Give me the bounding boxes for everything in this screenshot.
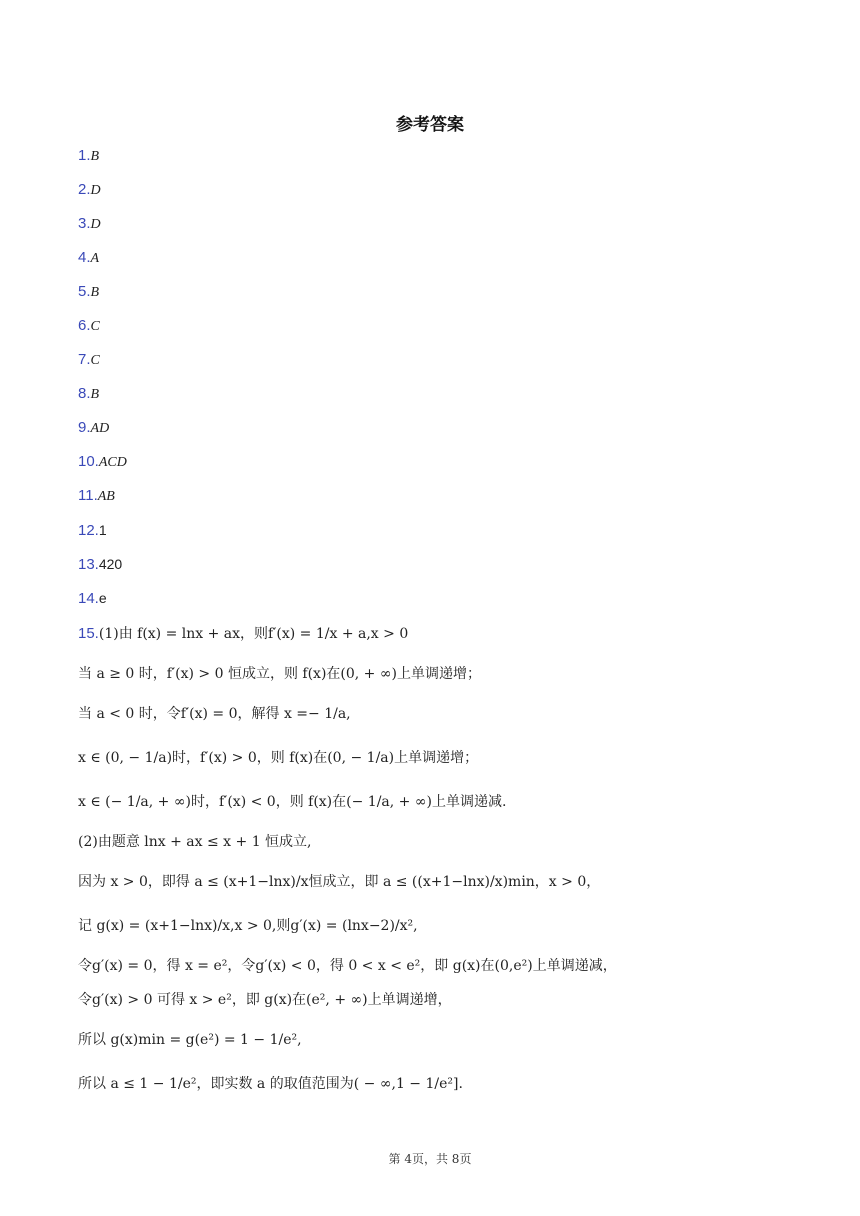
answer-item: [78, 350, 100, 371]
question-number: 4.: [78, 249, 91, 266]
solution-line: [78, 624, 408, 644]
question-number: 11.: [78, 487, 98, 504]
question-number: 7.: [78, 351, 91, 368]
answer-value: D: [90, 217, 101, 232]
solution-text: (1)由 f(x) = lnx + ax，则f′(x) = 1/x + a,x > 0: [98, 626, 409, 642]
question-number: 5.: [78, 283, 91, 300]
page-footer: 第 4页，共 8页: [388, 1152, 472, 1166]
question-number: 6.: [78, 317, 91, 334]
solution-line: 所以 a ≤ 1 − 1/e²，即实数 a 的取值范围为( − ∞,1 − 1/e²].: [78, 1076, 463, 1092]
solution-line: 因为 x > 0，即得 a ≤ (x+1−lnx)/x恒成立，即 a ≤ ((x+1−lnx)/x)min，x > 0，: [78, 874, 601, 890]
question-number: 15.: [78, 625, 99, 642]
answer-value: D: [90, 183, 101, 198]
answer-value: B: [90, 149, 100, 164]
question-number: 13.: [78, 556, 99, 573]
answer-value: e: [98, 590, 107, 606]
answer-item: [78, 146, 99, 167]
answer-value: B: [90, 285, 100, 300]
answer-item: [78, 384, 99, 405]
answer-item: [78, 554, 122, 575]
question-number: 2.: [78, 181, 91, 198]
question-number: 9.: [78, 419, 91, 436]
solution-line: 所以 g(x)min = g(e²) = 1 − 1/e²,: [78, 1032, 302, 1048]
answer-item: [78, 214, 101, 235]
answer-item: [78, 418, 109, 439]
answer-item: [78, 486, 115, 507]
answer-value: C: [90, 319, 100, 334]
question-number: 14.: [78, 590, 99, 607]
answer-item: [78, 316, 100, 337]
answer-value: A: [90, 251, 100, 266]
answer-value: 420: [98, 556, 123, 572]
answer-item: [78, 520, 107, 541]
question-number: 8.: [78, 385, 91, 402]
answer-value: C: [90, 353, 100, 368]
solution-line: x ∈ (0, − 1/a)时，f′(x) > 0，则 f(x)在(0, − 1/a)上单调递增；: [78, 750, 479, 766]
solution-line: 令g′(x) = 0，得 x = e²，令g′(x) < 0，得 0 < x < e²，即 g(x)在(0,e²)上单调递减，: [78, 958, 617, 974]
solution-line: 记 g(x) = (x+1−lnx)/x,x > 0,则g′(x) = (lnx−2)/x²,: [78, 918, 418, 934]
answer-item: [78, 180, 101, 201]
answer-value: ACD: [98, 455, 127, 470]
solution-line: (2)由题意 lnx + ax ≤ x + 1 恒成立,: [78, 834, 312, 850]
answer-value: 1: [98, 522, 107, 538]
solution-line: 当 a < 0 时，令f′(x) = 0，解得 x =− 1/a,: [78, 706, 351, 722]
answer-item: [78, 588, 107, 609]
page-title: 参考答案: [396, 115, 464, 135]
question-number: 10.: [78, 453, 99, 470]
answer-item: [78, 282, 99, 303]
question-number: 12.: [78, 522, 99, 539]
answer-value: B: [90, 387, 100, 402]
answer-item: [78, 452, 127, 473]
solution-line: x ∈ (− 1/a, + ∞)时，f′(x) < 0，则 f(x)在(− 1/a, + ∞)上单调递减.: [78, 794, 507, 810]
answer-item: [78, 248, 99, 269]
answer-value: AB: [97, 489, 115, 504]
solution-line: 当 a ≥ 0 时，f′(x) > 0 恒成立，则 f(x)在(0, + ∞)上单调递增；: [78, 666, 481, 682]
solution-line: 令g′(x) > 0 可得 x > e²，即 g(x)在(e², + ∞)上单调递增，: [78, 992, 452, 1008]
question-number: 3.: [78, 215, 91, 232]
question-number: 1.: [78, 147, 91, 164]
answer-value: AD: [90, 421, 110, 436]
